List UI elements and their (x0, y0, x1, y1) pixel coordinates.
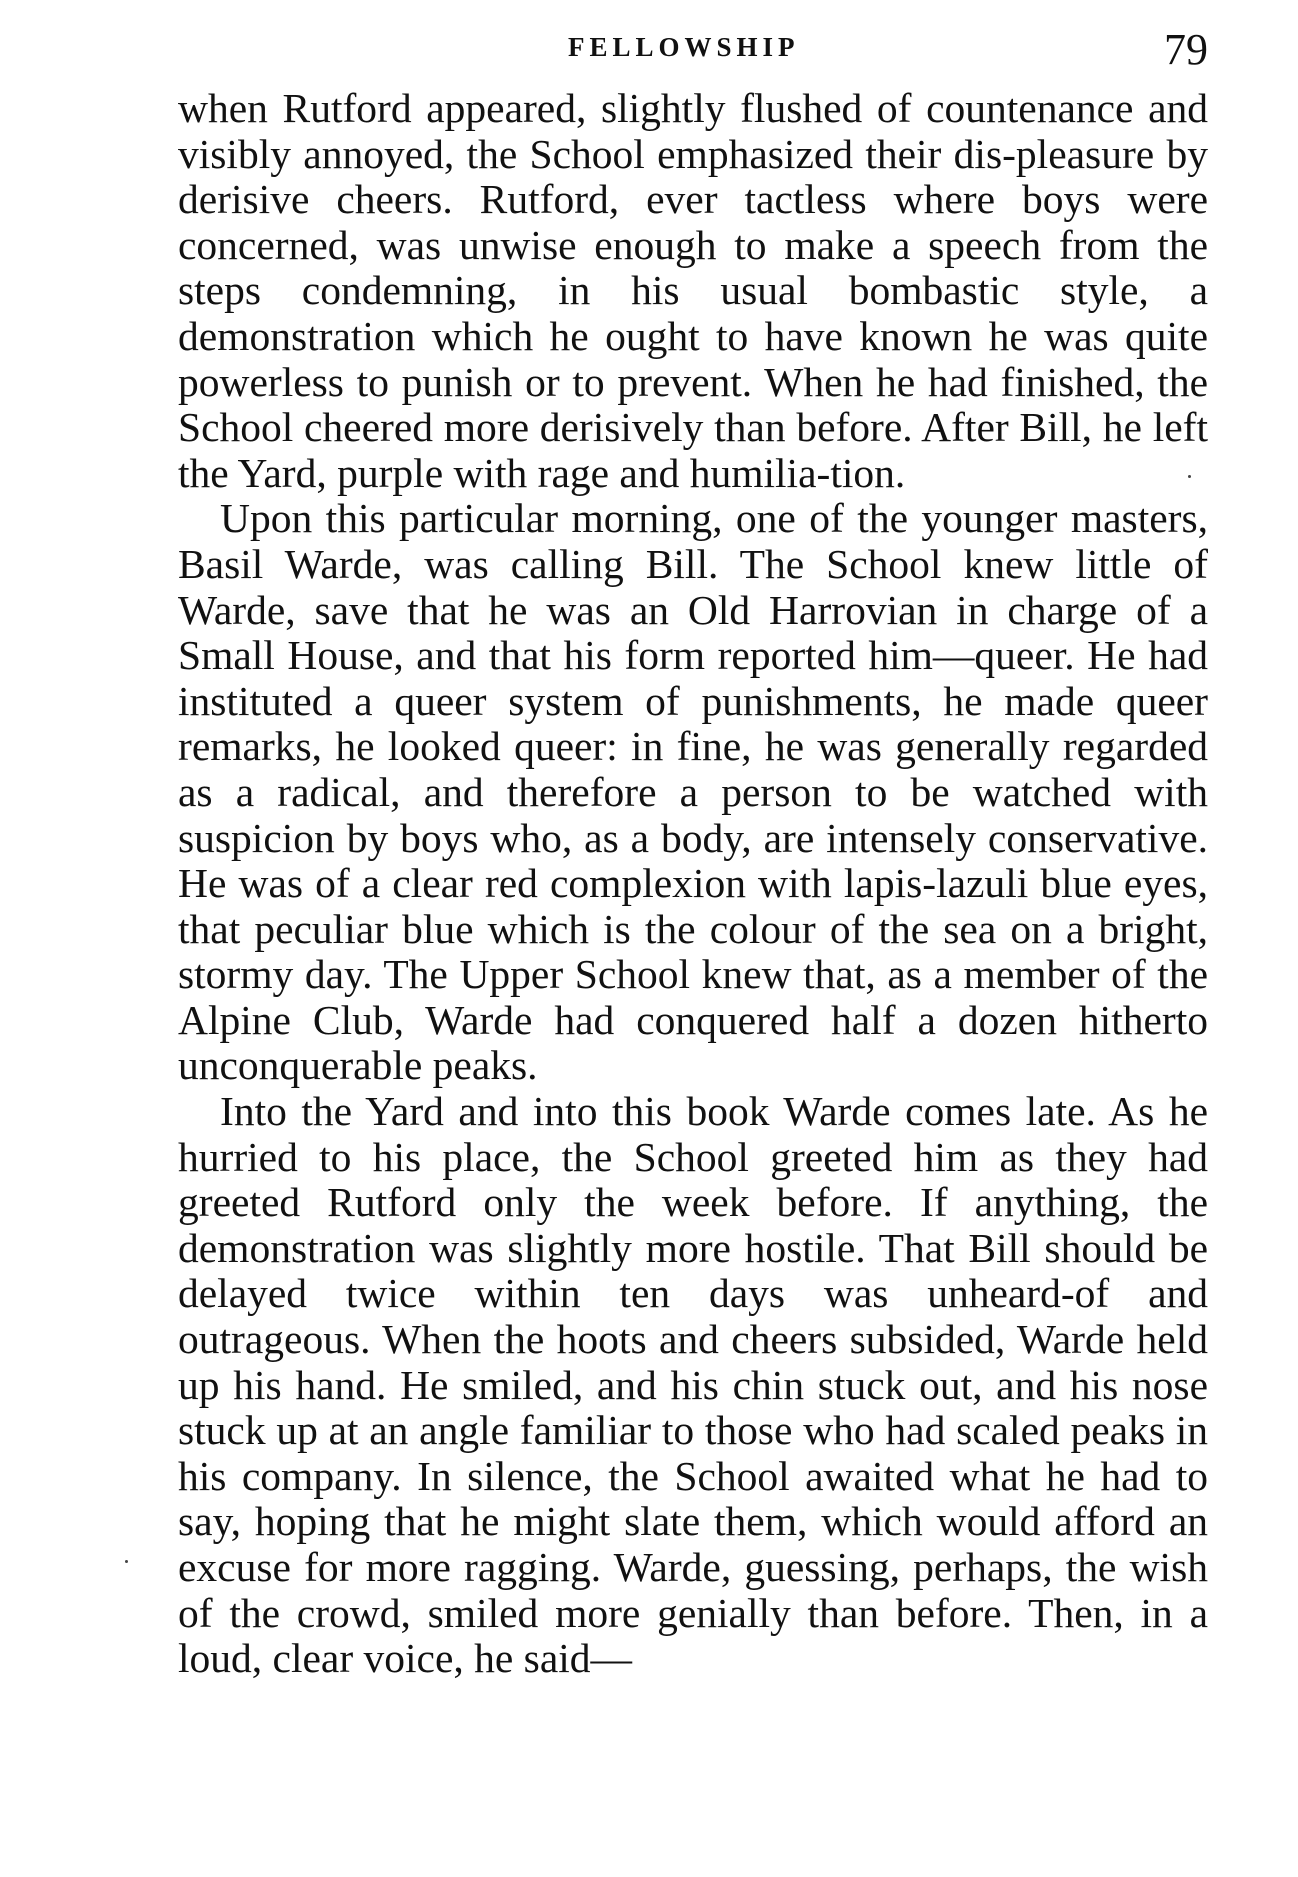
print-speck (125, 1560, 128, 1563)
paragraph-3: Into the Yard and into this book Warde comes late. As he hurried to his place, the School greeted him as they had greeted Rutford only the week before. If anything, the demonstration was slightly more hostile. That Bill should be delayed twice within ten days was unheard-of and outrageous. When the hoots and cheers subsided, Warde held up his hand. He smiled, and his chin stuck out, and his nose stuck up at an angle familiar to those who had scaled peaks in his company. In silence, the School awaited what he had to say, hoping that he might slate them, which would afford an excuse for more ragging. Warde, guessing, perhaps, the wish of the crowd, smiled more genially than before. Then, in a loud, clear voice, he said— (178, 1088, 1208, 1682)
body-text (178, 86, 1208, 1682)
running-header (178, 22, 1208, 82)
paragraph-2: Upon this particular morning, one of the younger masters, Basil Warde, was calling Bill. The School knew little of Warde, save that he was an Old Harrovian in charge of a Small House, and that his form reported him—queer. He had instituted a queer system of punishments, he made queer remarks, he looked queer: in fine, he was generally regarded as a radical, and therefore a person to be watched with suspicion by boys who, as a body, are intensely conservative. He was of a clear red complexion with lapis-lazuli blue eyes, that peculiar blue which is the colour of the sea on a bright, stormy day. The Upper School knew that, as a member of the Alpine Club, Warde had conquered half a dozen hitherto unconquerable peaks. (178, 495, 1208, 1089)
paragraph-1: when Rutford appeared, slightly flushed of countenance and visibly annoyed, the School emphasized their dis-pleasure by derisive cheers. Rutford, ever tactless where boys were concerned, was unwise enough to make a speech from the steps condemning, in his usual bombastic style, a demonstration which he ought to have known he was quite powerless to punish or to prevent. When he had finished, the School cheered more derisively than before. After Bill, he left the Yard, purple with rage and humilia-tion. (178, 85, 1208, 496)
page-number: 79 (1164, 25, 1208, 74)
print-speck (1188, 475, 1191, 478)
running-title: FELLOWSHIP (568, 32, 800, 62)
